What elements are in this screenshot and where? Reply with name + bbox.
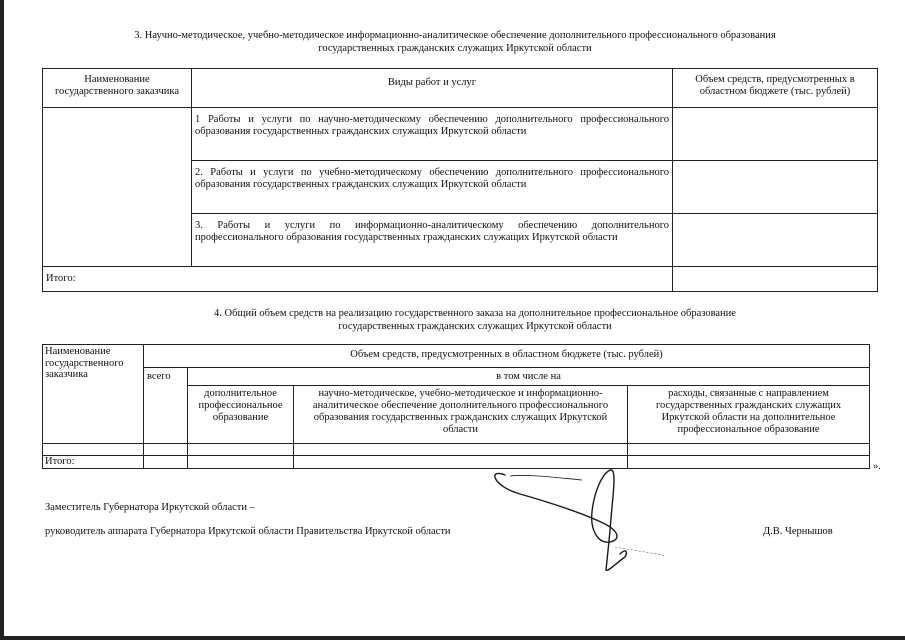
section3-header-volume: Объем средств, предусмотренных в областном бюджете (тыс. рублей) bbox=[673, 69, 878, 108]
section3-row-3-text: 3. Работы и услуги по информационно-аналитическому обеспечению дополнительного профессионального образования государственных гражданских служащих Иркутской области bbox=[192, 214, 673, 267]
section4-data-row bbox=[43, 444, 870, 456]
section3-row-1-volume bbox=[673, 108, 878, 161]
section4-header-dpo: дополнительное профессиональное образование bbox=[188, 386, 294, 444]
section4-header-customer: Наименование государственного заказчика bbox=[43, 345, 144, 444]
section3-title-line1: 3. Научно-методическое, учебно-методическое информационно-аналитическое обеспечение дополнительного профессионального образования bbox=[134, 30, 776, 41]
section3-row-2-volume bbox=[673, 161, 878, 214]
section3-header-row bbox=[43, 69, 878, 108]
section4-total-label: Итого: bbox=[43, 456, 144, 469]
section4-header-methodical: научно-методическое, учебно-методическое и информационно-аналитическое обеспечение дополнительного профессионального образования государственных гражданских служащих Иркутской области bbox=[294, 386, 628, 444]
signature-position-line1: Заместитель Губернатора Иркутской области – bbox=[45, 502, 255, 513]
section4-header-row-1 bbox=[43, 345, 870, 368]
section3-row-1-text: 1 Работы и услуги по научно-методическому обеспечению дополнительного профессионального образования государственных гражданских служащих Иркутской области bbox=[192, 108, 673, 161]
section4-header-row-2 bbox=[43, 368, 870, 386]
section3-table bbox=[42, 68, 878, 292]
section3-header-customer: Наименование государственного заказчика bbox=[43, 69, 192, 108]
section4-data-total bbox=[144, 444, 188, 456]
section3-header-works: Виды работ и услуг bbox=[192, 69, 673, 108]
section4-data-customer bbox=[43, 444, 144, 456]
section4-total-total bbox=[144, 456, 188, 469]
scan-bottom-edge bbox=[0, 636, 905, 640]
scan-left-edge bbox=[0, 0, 4, 640]
section3-row-2-text: 2. Работы и услуги по учебно-методическому обеспечению дополнительного профессионального образования государственных гражданских служащих Иркутской области bbox=[192, 161, 673, 214]
section4-header-total: всего bbox=[144, 368, 188, 444]
section3-title-line2: государственных гражданских служащих Иркутской области bbox=[318, 43, 592, 54]
section4-table bbox=[42, 344, 870, 469]
section4-total-row bbox=[43, 456, 870, 469]
closing-quote-mark: ». bbox=[873, 461, 881, 472]
section4-header-volume: Объем средств, предусмотренных в областном бюджете (тыс. рублей) bbox=[144, 345, 870, 368]
handwritten-signature bbox=[470, 452, 690, 587]
section3-total-row bbox=[43, 267, 878, 292]
section4-total-dpo bbox=[188, 456, 294, 469]
section4-title bbox=[60, 307, 890, 333]
signature-position-line2: руководитель аппарата Губернатора Иркутской области Правительства Иркутской области bbox=[45, 526, 451, 537]
section4-data-dpo bbox=[188, 444, 294, 456]
section3-row-1 bbox=[43, 108, 878, 161]
section3-total-volume bbox=[673, 267, 878, 292]
section3-row-3-volume bbox=[673, 214, 878, 267]
section4-title-line2: государственных гражданских служащих Иркутской области bbox=[338, 321, 612, 332]
section4-header-expenses: расходы, связанные с направлением государственных гражданских служащих Иркутской области на дополнительное профессиональное образование bbox=[628, 386, 870, 444]
section3-title bbox=[40, 29, 870, 55]
section3-customer-cell bbox=[43, 108, 192, 267]
section4-title-line1: 4. Общий объем средств на реализацию государственного заказа на дополнительное профессиональное образование bbox=[214, 308, 736, 319]
signature-name: Д.В. Чернышов bbox=[763, 526, 833, 537]
section4-header-including: в том числе на bbox=[188, 368, 870, 386]
section3-total-label: Итого: bbox=[43, 267, 673, 292]
